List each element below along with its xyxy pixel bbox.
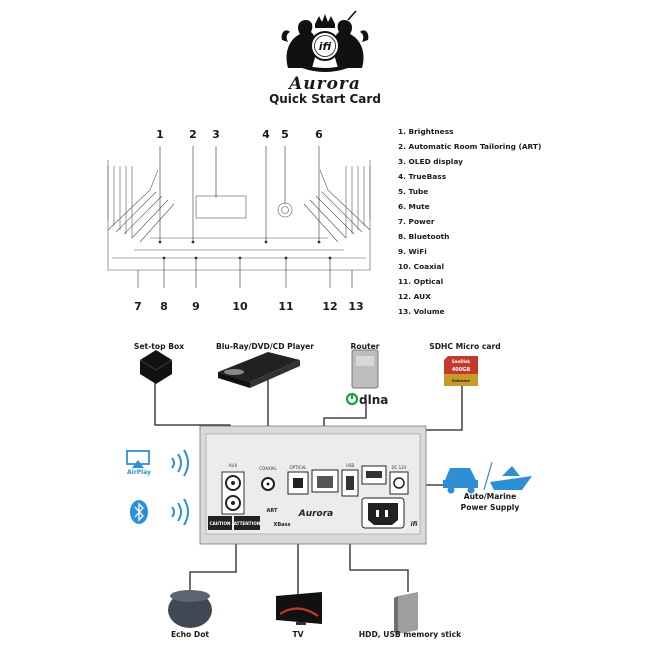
legend-item: 1. Brightness bbox=[398, 127, 454, 136]
dlna-icon bbox=[347, 394, 357, 404]
callout-4: 4 bbox=[262, 128, 270, 141]
crest-logo-text: ifi bbox=[318, 40, 332, 53]
legend-item: 11. Optical bbox=[398, 277, 444, 286]
router-icon bbox=[352, 350, 378, 388]
callout-10: 10 bbox=[232, 300, 248, 313]
hdd-label: HDD, USB memory stick bbox=[358, 630, 462, 639]
coax-port-label: COAXIAL bbox=[259, 466, 277, 471]
boat-icon bbox=[490, 466, 532, 490]
sd-line: Extreme bbox=[452, 378, 470, 383]
callout-13: 13 bbox=[348, 300, 364, 313]
front-panel-diagram bbox=[100, 120, 380, 320]
callout-11: 11 bbox=[278, 300, 294, 313]
control-legend bbox=[398, 124, 541, 319]
legend-item: 6. Mute bbox=[398, 202, 430, 211]
callout-12: 12 bbox=[322, 300, 338, 313]
tv-label: TV bbox=[292, 630, 304, 639]
callout-7: 7 bbox=[134, 300, 142, 313]
ifi-crest-logo bbox=[278, 10, 372, 74]
dc-port-label: DC 12V bbox=[391, 465, 407, 470]
power-supply-label: Auto/Marine Power Supply bbox=[460, 492, 520, 512]
legend-item: 13. Volume bbox=[398, 307, 445, 316]
dlna-label: dlna bbox=[359, 393, 389, 407]
bluray-label: Blu-Ray/DVD/CD Player bbox=[215, 342, 315, 351]
bluetooth-icon bbox=[130, 500, 148, 524]
bluray-player-icon bbox=[218, 352, 300, 388]
legend-item: 10. Coaxial bbox=[398, 262, 444, 271]
legend-item: 7. Power bbox=[398, 217, 435, 226]
sd-card-icon bbox=[444, 356, 478, 386]
optical-port-label: OPTICAL bbox=[289, 465, 307, 470]
echo-dot-icon bbox=[168, 590, 212, 628]
xbass-badge: XBass bbox=[273, 522, 291, 528]
legend-item: 9. WiFi bbox=[398, 247, 427, 256]
usb-port-label: USB bbox=[345, 463, 355, 468]
airplay-label: AirPlay bbox=[127, 469, 151, 476]
rear-panel bbox=[200, 426, 426, 544]
callout-5: 5 bbox=[281, 128, 289, 141]
wireless-signal-icon bbox=[172, 499, 188, 525]
page-subtitle: Quick Start Card bbox=[269, 92, 381, 106]
callout-8: 8 bbox=[160, 300, 168, 313]
echo-dot-label: Echo Dot bbox=[170, 630, 210, 639]
legend-item: 2. Automatic Room Tailoring (ART) bbox=[398, 142, 542, 151]
art-badge: ART bbox=[266, 508, 278, 514]
legend-item: 4. TrueBass bbox=[398, 172, 447, 181]
car-icon bbox=[443, 468, 478, 494]
legend-item: 3. OLED display bbox=[398, 157, 463, 166]
aux-port-label: AUX bbox=[228, 463, 238, 468]
settop-box-icon bbox=[140, 350, 172, 384]
sd-brand: SanDisk bbox=[451, 359, 471, 364]
callout-2: 2 bbox=[189, 128, 197, 141]
callout-1: 1 bbox=[156, 128, 164, 141]
rear-ifi-logo: ifi bbox=[410, 521, 418, 528]
caution-label: CAUTION bbox=[209, 521, 231, 526]
hdd-icon bbox=[394, 592, 418, 634]
wireless-signal-icon bbox=[172, 450, 188, 476]
rear-brand: Aurora bbox=[298, 509, 334, 519]
legend-item: 12. AUX bbox=[398, 292, 431, 301]
airplay-icon bbox=[127, 451, 149, 468]
sd-card-label: SDHC Micro card bbox=[429, 342, 501, 351]
attention-label: ATTENTION bbox=[233, 521, 261, 526]
settop-box-label: Set-top Box bbox=[133, 342, 185, 351]
connection-diagram bbox=[0, 330, 650, 650]
callout-3: 3 bbox=[212, 128, 220, 141]
legend-item: 8. Bluetooth bbox=[398, 232, 450, 241]
brand-title: Aurora bbox=[289, 74, 361, 94]
tv-icon bbox=[276, 592, 322, 625]
callout-6: 6 bbox=[315, 128, 323, 141]
sd-size: 400GB bbox=[451, 367, 471, 373]
legend-item: 5. Tube bbox=[398, 187, 429, 196]
callout-9: 9 bbox=[192, 300, 200, 313]
router-label: Router bbox=[350, 342, 380, 351]
